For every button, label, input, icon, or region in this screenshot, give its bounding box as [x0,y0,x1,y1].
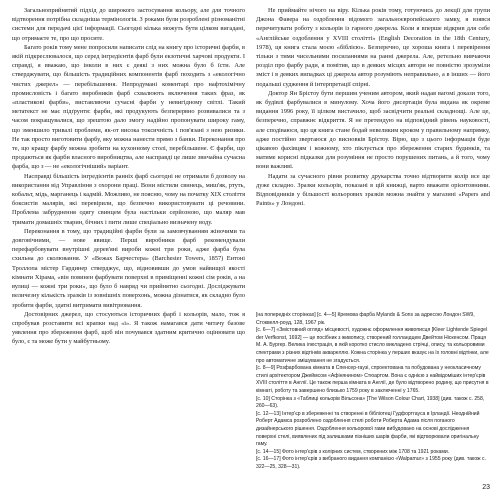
caption-note: [с. 14—15] Фото інтер'єрів з колірних систем, створених між 1708 та 1921 роками. [256,448,450,455]
right-paragraph-1: Не приймайте нічого на віру. Кілька років тому, готуючись до лекції для групи Джона Фавера на оздоблення відомого загальноєвропейського замку, я взявся перечитувати роботу з кольорів із гарного джерела. Коли я вперше відкрив для себе «Англійське оздоблення у XVIII столітті» (English Decoration in the 18th Century, 1978), ця книга стала моєю «біблією». Безперечно, це хороша книга і перевірення тільки з тими чисельними посиланнями на ранні джерела. Але, ретельно вивчаючи розділ про фарбу ради, я помітив, що в деяких місцях автори не повністю зрозуміли зміст і в деяких випадках ці джерела автор розуміють неправильно, а в інших — його подальші судження й інтерпретації спірні. [256,7,490,88]
caption-note: [с. 6—7] «Змістовний огляд» місцевості, художнє оформлення живописця [Kleer Lightende Spiegel der Verfkonst, 1692] — це посібник з живопису, створений голландцем Двейтом Ніскенсом. Праця М. А. Бургер. Велика ілюстрація, в якій коротко стисло викладено стрічці, опису, та кольоровими спектрами з різних відтінків аквареллю. Кожна сторінка у перших вказує на їх головні відтінки, але про автоматичне змішування не згадується. [256,327,489,364]
left-paragraph-1: Загальноприйнятий підхід до широкого застосування кольору, але для точного відтворення потрібна складніша термінологія. З роками були розроблені різноманітні системи для передачі цієї інформації. Сьогодні кілька можуть бути цілком вигадані, що отримаєте те, про що просите. [12,7,245,42]
caption-note: [с. 8—9] Розфарбована кімната в Спенсер-гаузі, спроектована та побудована у неокласичному стилі архітектором Джеймсом «Афінянином» Стюартом. Вона є однією з найвідоміших інтер'єрів XVIII століття в Англії. Це також перша кімната в Англії, де було відтворено родину, що присутня в кімнаті, роботу та завершено близько 1759 року в заключенні у 1765. [256,365,489,394]
caption-note: [с. 12—13] Інтер'єр в збереженні та створенні в бібліотеці Гудфортгауса в Ірландії. Неоднійний Роберт Адамса розроблено оздоблення стелі роботи Роберта Адама після поганого дизайнерського рішення. Оздоблення кольорової гами вибудовано на основі дослідження поверхні стелі, виявлених під залишками пізніших шарів фарби, які відтворювали оригінальну гаму. [256,410,480,448]
left-paragraph-4: Переконання в тому, що традиційні фарби були за замовчуванням жіночими та довговічними, — нове явище. Перші виробники фарб рекомендували перефарбовувати внутрішні дерев'яні вироби кожні три роки, адже фарба була схильна до сколювання. У «Вежах Барчестера» (Barchester Towers, 1857) Ентоні Троллопа містер Гардинер стверджує, що, відновивши до умов найвищої якості кімнати Хірама, «він повинен фарбувати поверхні в приміщенні кожні сім років, а на вулиці — кожні три роки», що було б навряд чи прийнятно сьогодні. Досліджувати величезну кількість зразків із зовнішніх поверхонь, можна дізнатися, як складно було зробити фарби, здатні витримати вивітрювання. [12,227,245,309]
page-number: 23 [482,484,490,491]
right-paragraph-2: Доктор Ян Брістоу бути першим ученим автором, який надав вагомі докази того, як будівлі фарбувалися в минулому. Хоча його дисертація була видана як окреме видання 1996 року, її цілком вистачило, щоб засвідчити реальні складнощі. Але це, безперечно, справжнє відкриття. Я не претендую на відповідний рівень науковості, але сподіваюся, що ця книга стане бодай невеликим кроком у правильному напрямку, адже постійно звертаюся до висновків Брістоу. Вірю, що з цього інформація буде цікавою фахівцям і кожному, хто піклується про збереження старих будинків, та матиме корисні підказки для розуміння не просто порушених питань, а й того, чому вони важливі. [256,89,490,171]
left-paragraph-5: Достовірних джерел, що стосуються історичних фарб і кольорів, мало, тож я спробував розставити всі крапки над «і». Я також намагався дати читачу базове уявлення про збереження фарб, щоб він почувався здатним критично оцінювати що було, є та може бути у майбутньому. [12,310,245,346]
right-column [256,6,490,208]
left-paragraph-3: Насправді більшість інгредієнтів ранніх фарб сьогодні не отримали б дозволу на використання від Управління з охорони праці. Вони містили свинець, миш'як, ртуть, кобальт, мідь, марганець і кадмій. Можливо, не поясню, чому на початку XIX століття боксистів малярів, які перевірили, що безпечно використовувати ці речовини. Проблема забруднення одягу свинцем була настільки серйозною, що маляр мав тримати домашніх тварин, бічних і пити лише спеціально визначену воду. [12,172,245,226]
picture-captions [256,312,490,471]
caption-note: [с. 10] Сторінка з «Таблиці кольорів Вільсона» [The Wilson Colour Chart, 1938] (див. також с. 258, 260—63). [256,395,485,410]
right-paragraph-3: Надати за сучасного рівня розвитку друкарства точно відтворити колір все ще дуже складно. Зразки кольорів, показані в цій книжці, варто вважати орієнтовними. Відповідників у більшості кольорових зразків можна знайти у магазині «Papers and Paints» у Лондоні. [256,172,490,208]
left-column [12,6,245,347]
caption-note: [с. 16—17] Фото інтер'єрів з вибраного видання компанією «Walpamur» з 1955 року (див. також с. 322—25, 328—31). [256,456,486,470]
left-paragraph-2: Багато років тому мене попросили написати слід на книгу про історичні фарби, в якій підкреслювалося, що серед інгредієнтів фарб були екзотичні харчові продукти. І справді, я вважаю, що інколи в них є деякі з них можна було б їсти. Але стверджувати, що більшість традиційних компонентів фарб походить з «екологічно чистих джерел» — перебільшення. Непродумані коментарі про нафтохімічну промисловість і багато виробників фарб схвалюють включення таких фраз, як «пластикові фарби», виставляючи сучасні фарби у невигідному світлі. Такий метатекст не має підґрунтя: фарби, які продукують безперервно розвивалися та з часом покращувалися, що зрештою дало змогу надійно пропонувати широку гаму, що зменшило тривалі проблеми, як-от висока токсичність і пов'язані з нею ризики. Не так просто виготовити фарбу, яку можна нанести прямо з банки. Переконання про те, що кращу фарбу можна зробити на кухонному столі, перебільшене. Є фарби, що продаються як фарби власного виробництва, але насправді це лише звичайна сучасна фарба, що з — не «екологічніший» варіант. [12,43,245,171]
caption-note: [на попередніх сторінках] [с. 4—5] Кремова фарба Mylands & Sons за адресою Лондон SW9, Стоквелл-роуд, 128, 1967 рік. [256,312,475,326]
